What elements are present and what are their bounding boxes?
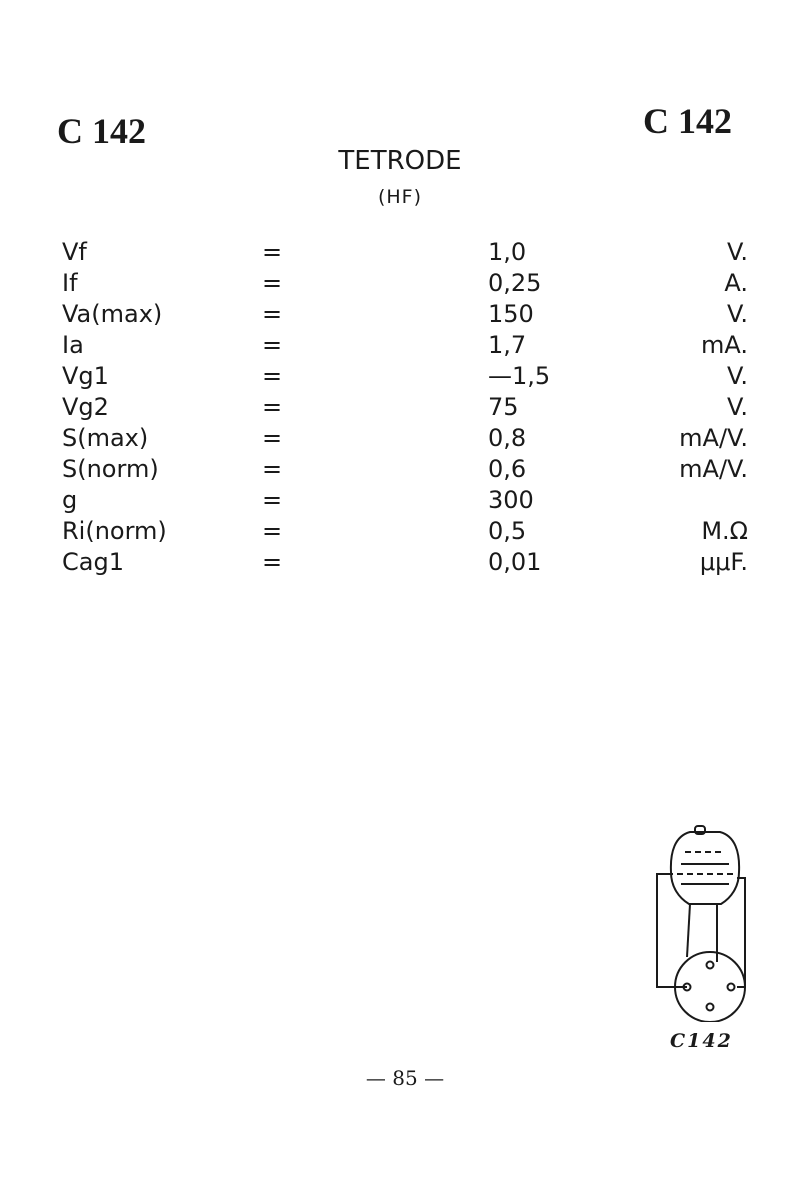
parameter-unit: V.	[727, 362, 748, 390]
equals-sign: =	[262, 331, 283, 359]
parameter-row	[0, 300, 800, 331]
pin-hole	[707, 962, 714, 969]
parameter-unit: A.	[724, 269, 748, 297]
parameter-value: 300	[488, 486, 534, 514]
parameter-unit: V.	[727, 393, 748, 421]
equals-sign: =	[262, 300, 283, 328]
parameter-name: If	[62, 269, 78, 297]
parameter-name: Vg2	[62, 393, 109, 421]
parameter-value: 75	[488, 393, 519, 421]
parameter-row	[0, 331, 800, 362]
parameter-unit: μμF.	[699, 548, 748, 576]
parameter-name: Ri(norm)	[62, 517, 167, 545]
equals-sign: =	[262, 362, 283, 390]
page-number: — 85 —	[365, 1066, 445, 1090]
tube-type-subtitle: (HF)	[377, 186, 423, 208]
parameter-row	[0, 548, 800, 579]
lead-wire	[687, 904, 690, 957]
pin-hole	[707, 1004, 714, 1011]
parameter-row	[0, 486, 800, 517]
parameter-value: 1,0	[488, 238, 527, 266]
tube-envelope	[671, 832, 739, 904]
parameter-value: 0,6	[488, 455, 527, 483]
parameter-row	[0, 393, 800, 424]
parameter-row	[0, 362, 800, 393]
parameter-row	[0, 238, 800, 269]
parameter-unit: mA/V.	[679, 424, 748, 452]
parameter-row	[0, 424, 800, 455]
parameter-row	[0, 455, 800, 486]
parameter-row	[0, 269, 800, 300]
equals-sign: =	[262, 486, 283, 514]
parameter-value: 0,01	[488, 548, 542, 576]
parameter-value: 0,8	[488, 424, 527, 452]
parameter-unit: mA/V.	[679, 455, 748, 483]
parameter-name: Ia	[62, 331, 84, 359]
tube-type-title: TETRODE	[338, 146, 462, 176]
parameter-unit: V.	[727, 300, 748, 328]
equals-sign: =	[262, 238, 283, 266]
equals-sign: =	[262, 424, 283, 452]
parameter-unit: M.Ω	[701, 517, 748, 545]
equals-sign: =	[262, 455, 283, 483]
parameter-name: Vg1	[62, 362, 109, 390]
parameter-value: —1,5	[488, 362, 551, 390]
parameter-name: S(max)	[62, 424, 149, 452]
parameter-name: Cag1	[62, 548, 124, 576]
parameter-unit: mA.	[700, 331, 748, 359]
pin-hole	[728, 984, 735, 991]
equals-sign: =	[262, 517, 283, 545]
parameter-name: Va(max)	[62, 300, 163, 328]
lead-wire	[657, 874, 687, 987]
parameter-name: g	[62, 486, 78, 514]
parameter-name: Vf	[62, 238, 87, 266]
parameter-value: 0,5	[488, 517, 527, 545]
diagram-caption: C142	[670, 1030, 733, 1052]
tube-code-right: C 142	[643, 101, 732, 141]
equals-sign: =	[262, 548, 283, 576]
equals-sign: =	[262, 269, 283, 297]
equals-sign: =	[262, 393, 283, 421]
parameter-row	[0, 517, 800, 548]
tube-pinout-diagram	[645, 822, 765, 1022]
parameter-unit: V.	[727, 238, 748, 266]
parameter-value: 0,25	[488, 269, 542, 297]
parameter-value: 1,7	[488, 331, 527, 359]
parameter-value: 150	[488, 300, 534, 328]
tube-code-left: C 142	[57, 111, 146, 151]
parameter-name: S(norm)	[62, 455, 159, 483]
